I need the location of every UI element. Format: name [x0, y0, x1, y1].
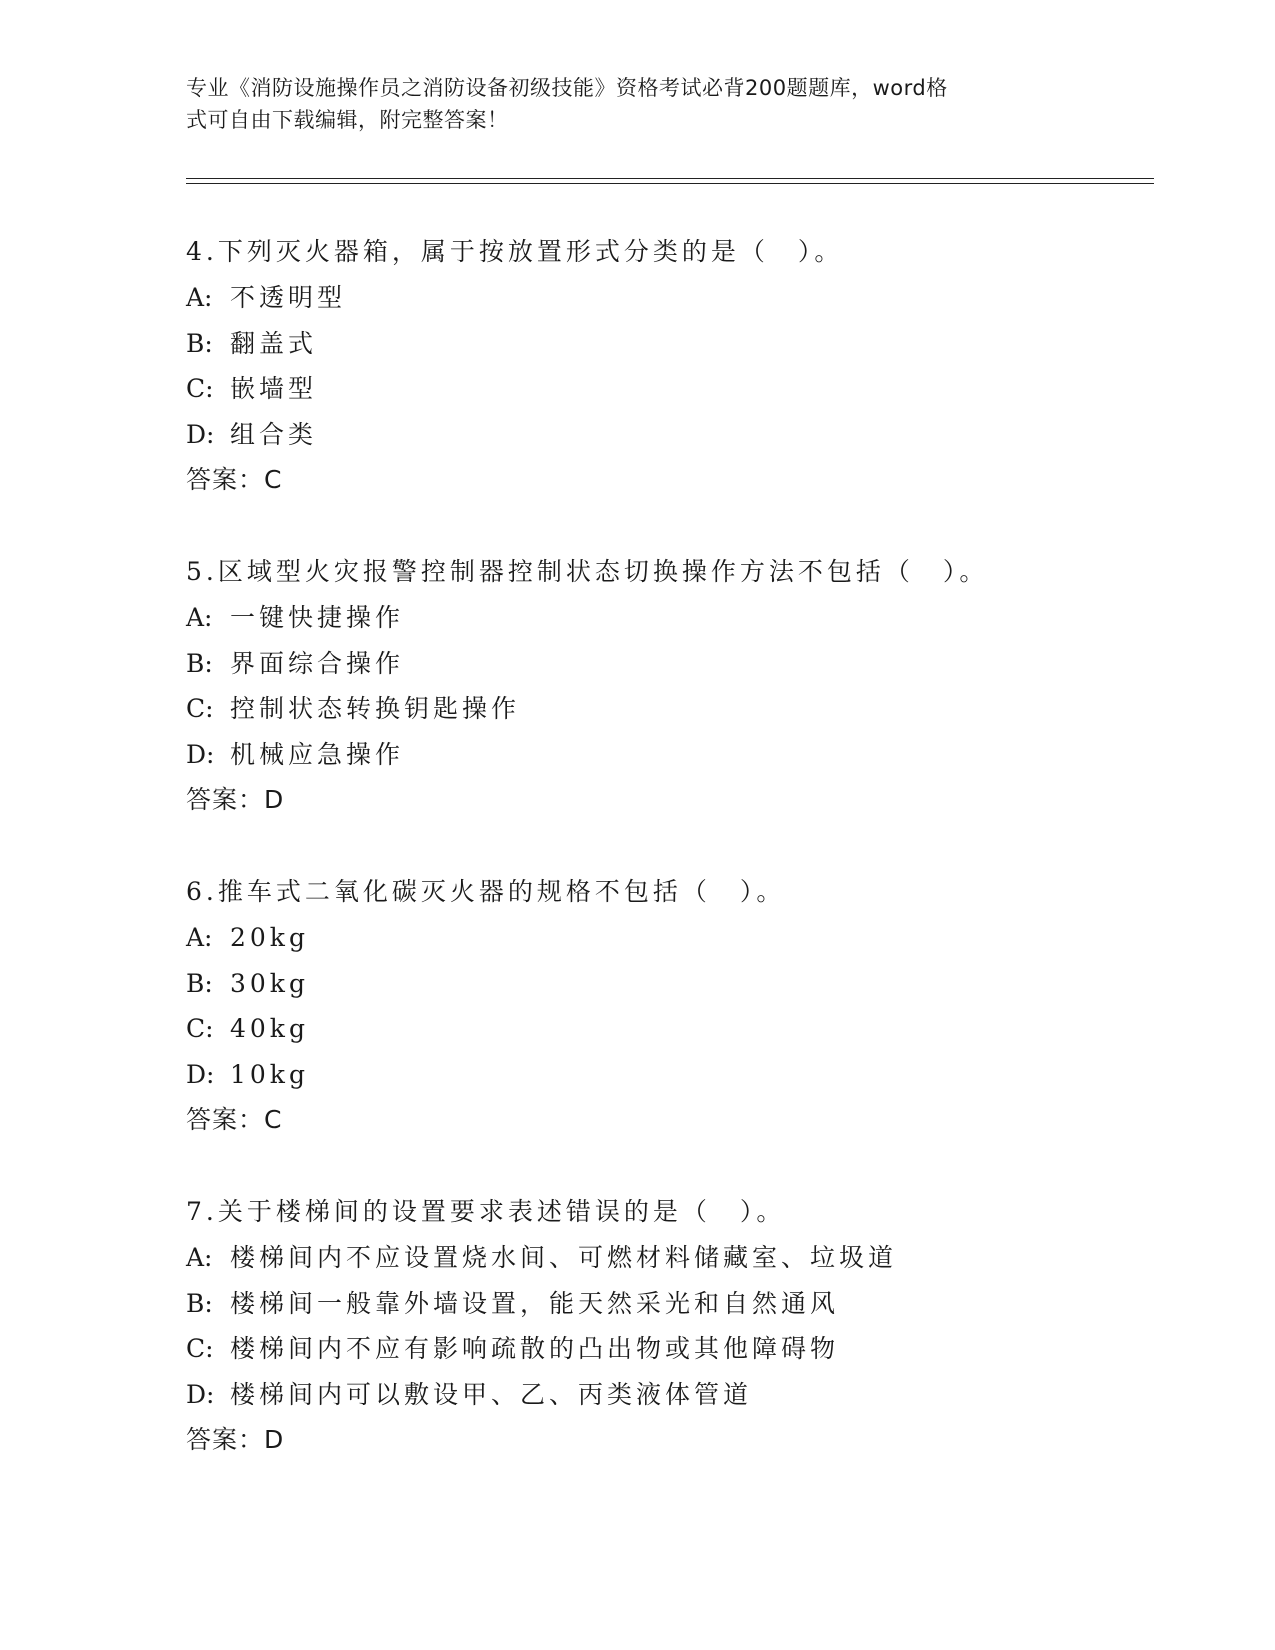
option-b [186, 961, 1146, 1007]
header-line-2: 式可自由下载编辑，附完整答案！ [186, 108, 509, 132]
option-text: 控制状态转换钥匙操作 [230, 694, 521, 723]
answer-line: 答案：C [186, 1105, 283, 1134]
option-text: 界面综合操作 [230, 648, 405, 678]
option-text: 翻盖式 [230, 328, 318, 358]
header-divider-top [186, 178, 1154, 179]
header-divider-bottom [186, 183, 1154, 184]
question-stem: 7.关于楼梯间的设置要求表述错误的是（ ）。 [186, 1197, 786, 1226]
option-d [186, 1052, 1146, 1098]
option-text: 楼梯间一般靠外墙设置，能天然采光和自然通风 [230, 1288, 840, 1318]
answer-line: 答案：D [186, 1425, 285, 1454]
option-text: 40kg [230, 1014, 309, 1043]
option-letter: A: [186, 923, 213, 952]
question-block [186, 229, 1146, 503]
question-stem: 5.区域型火灾报警控制器控制状态切换操作方法不包括（ ）。 [186, 557, 989, 586]
option-letter: D: [186, 1059, 215, 1089]
answer-line: 答案：C [186, 465, 283, 494]
option-b [186, 321, 1146, 367]
option-a [186, 1235, 1146, 1281]
option-b [186, 641, 1146, 687]
option-letter: D: [186, 739, 215, 769]
option-letter: B: [186, 648, 213, 678]
option-text: 楼梯间内不应有影响疏散的凸出物或其他障碍物 [230, 1334, 840, 1363]
option-letter: C: [186, 1334, 214, 1363]
question-stem: 4.下列灭火器箱，属于按放置形式分类的是（ ）。 [186, 237, 844, 266]
option-text: 楼梯间内不应设置烧水间、可燃材料储藏室、垃圾道 [230, 1243, 898, 1272]
option-a [186, 915, 1146, 961]
answer-line: 答案：D [186, 785, 285, 814]
option-text: 嵌墙型 [230, 374, 318, 403]
option-letter: A: [186, 283, 213, 312]
option-c [186, 1006, 1146, 1052]
option-letter: D: [186, 1379, 215, 1409]
option-letter: C: [186, 374, 214, 403]
option-a [186, 275, 1146, 321]
option-letter: D: [186, 419, 215, 449]
option-text: 20kg [230, 923, 309, 952]
option-letter: A: [186, 1243, 213, 1272]
question-block [186, 549, 1146, 823]
option-d [186, 732, 1146, 778]
option-text: 30kg [230, 968, 309, 998]
option-text: 10kg [230, 1059, 309, 1089]
option-text: 不透明型 [230, 283, 347, 312]
option-c [186, 366, 1146, 412]
option-a [186, 595, 1146, 641]
option-d [186, 1372, 1146, 1418]
question-block [186, 1189, 1146, 1463]
header-line-1: 专业《消防设施操作员之消防设备初级技能》资格考试必背200题题库，word格 [186, 76, 948, 100]
option-letter: B: [186, 328, 213, 358]
option-letter: A: [186, 603, 213, 632]
option-b [186, 1281, 1146, 1327]
option-c [186, 1326, 1146, 1372]
option-text: 组合类 [230, 419, 318, 449]
option-letter: C: [186, 1014, 214, 1043]
option-text: 机械应急操作 [230, 739, 405, 769]
option-letter: C: [186, 694, 214, 723]
document-header [186, 72, 1066, 136]
option-letter: B: [186, 1288, 213, 1318]
option-c [186, 686, 1146, 732]
option-letter: B: [186, 968, 213, 998]
option-text: 楼梯间内可以敷设甲、乙、丙类液体管道 [230, 1379, 753, 1409]
option-d [186, 412, 1146, 458]
question-block [186, 869, 1146, 1143]
option-text: 一键快捷操作 [230, 603, 405, 632]
question-stem: 6.推车式二氧化碳灭火器的规格不包括（ ）。 [186, 877, 786, 906]
